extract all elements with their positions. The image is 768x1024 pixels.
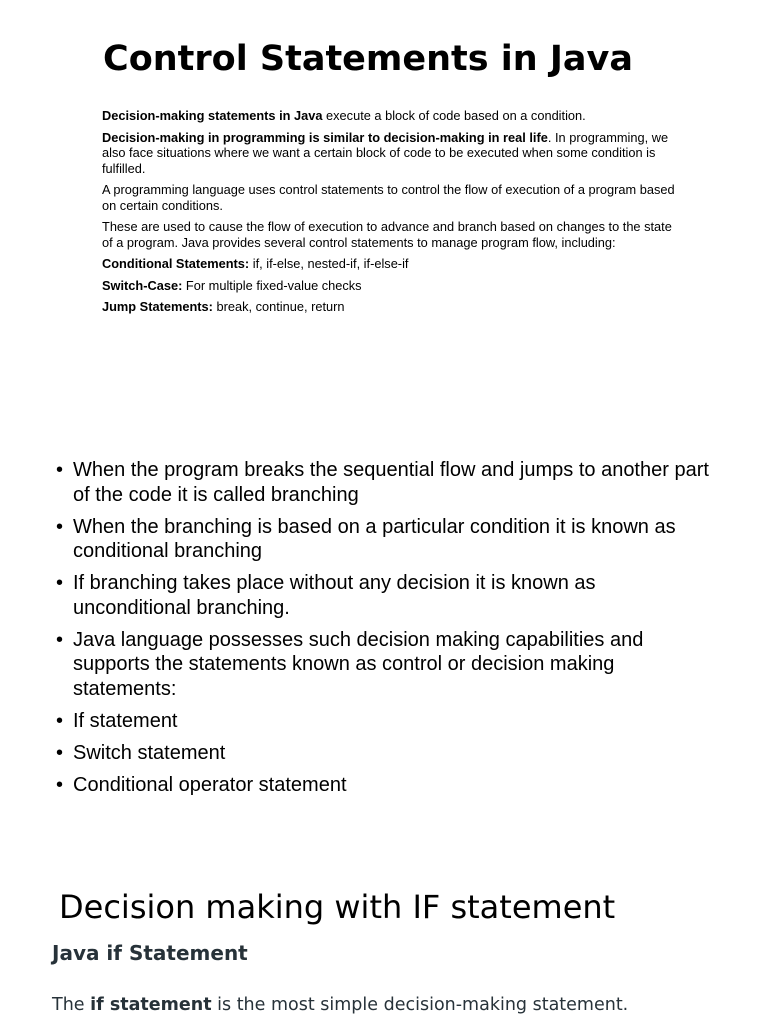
intro-item-text: For multiple fixed-value checks bbox=[182, 277, 362, 293]
sub-heading: Java if Statement bbox=[52, 941, 248, 965]
intro-list-item bbox=[102, 278, 677, 294]
bullet-item bbox=[56, 628, 716, 702]
body-text-prefix: The bbox=[52, 995, 91, 1015]
bullet-text: Switch statement bbox=[73, 741, 226, 764]
intro-item-label: Switch-Case: bbox=[102, 277, 183, 293]
bullet-dot-icon: • bbox=[56, 741, 64, 764]
intro-paragraph: These are used to cause the flow of execution to advance and branch based on changes to the state of a program. Java provides several control statements to manage program flow, including: bbox=[102, 219, 672, 250]
intro-paragraph bbox=[102, 108, 677, 124]
bullet-text: When the branching is based on a particular condition it is known as conditional branching bbox=[73, 515, 676, 562]
intro-bold-phrase: Decision-making in programming is similar to decision-making in real life bbox=[102, 129, 548, 145]
intro-item-text: break, continue, return bbox=[212, 299, 345, 314]
bullet-text: When the program breaks the sequential flow and jumps to another part of the code it is called branching bbox=[73, 459, 709, 506]
bullet-item bbox=[56, 515, 716, 564]
bullet-item bbox=[56, 773, 716, 798]
intro-block bbox=[102, 108, 677, 321]
intro-paragraph bbox=[102, 130, 677, 177]
page-title: Control Statements in Java bbox=[103, 39, 633, 79]
bullet-text: If statement bbox=[73, 709, 178, 732]
bullet-dot-icon: • bbox=[56, 572, 64, 594]
body-text-suffix: is the most simple decision-making statement. bbox=[211, 995, 629, 1015]
bullet-list bbox=[56, 458, 716, 805]
intro-paragraph: A programming language uses control statements to control the flow of execution of a program based on certain conditions. bbox=[102, 182, 675, 213]
body-bold-phrase: if statement bbox=[90, 995, 212, 1015]
bullet-dot-icon: • bbox=[56, 628, 64, 651]
intro-list-item bbox=[102, 256, 677, 272]
intro-item-label: Conditional Statements: bbox=[102, 256, 250, 271]
bullet-dot-icon: • bbox=[56, 515, 64, 538]
bullet-item bbox=[56, 741, 716, 766]
bullet-text: If branching takes place without any decision it is known as unconditional branching. bbox=[73, 572, 596, 619]
bullet-item bbox=[56, 709, 716, 734]
bullet-item bbox=[56, 571, 716, 620]
intro-item-label: Jump Statements: bbox=[102, 299, 213, 314]
section-heading: Decision making with IF statement bbox=[59, 888, 616, 926]
body-paragraph bbox=[52, 992, 652, 1018]
intro-item-text: if, if-else, nested-if, if-else-if bbox=[249, 256, 409, 271]
bullet-dot-icon: • bbox=[56, 773, 64, 796]
intro-text: . In programming, we also face situations where we want a certain block of code to be executed when some condition is fulfilled. bbox=[102, 129, 669, 176]
bullet-text: Java language possesses such decision making capabilities and supports the statements known as control or decision making statements: bbox=[73, 628, 644, 700]
bullet-item bbox=[56, 458, 716, 507]
bullet-dot-icon: • bbox=[56, 459, 64, 481]
bullet-dot-icon: • bbox=[56, 709, 64, 732]
intro-text: execute a block of code based on a condition. bbox=[322, 108, 586, 123]
bullet-text: Conditional operator statement bbox=[73, 773, 347, 796]
intro-bold-phrase: Decision-making statements in Java bbox=[102, 108, 323, 123]
intro-list-item bbox=[102, 299, 677, 315]
